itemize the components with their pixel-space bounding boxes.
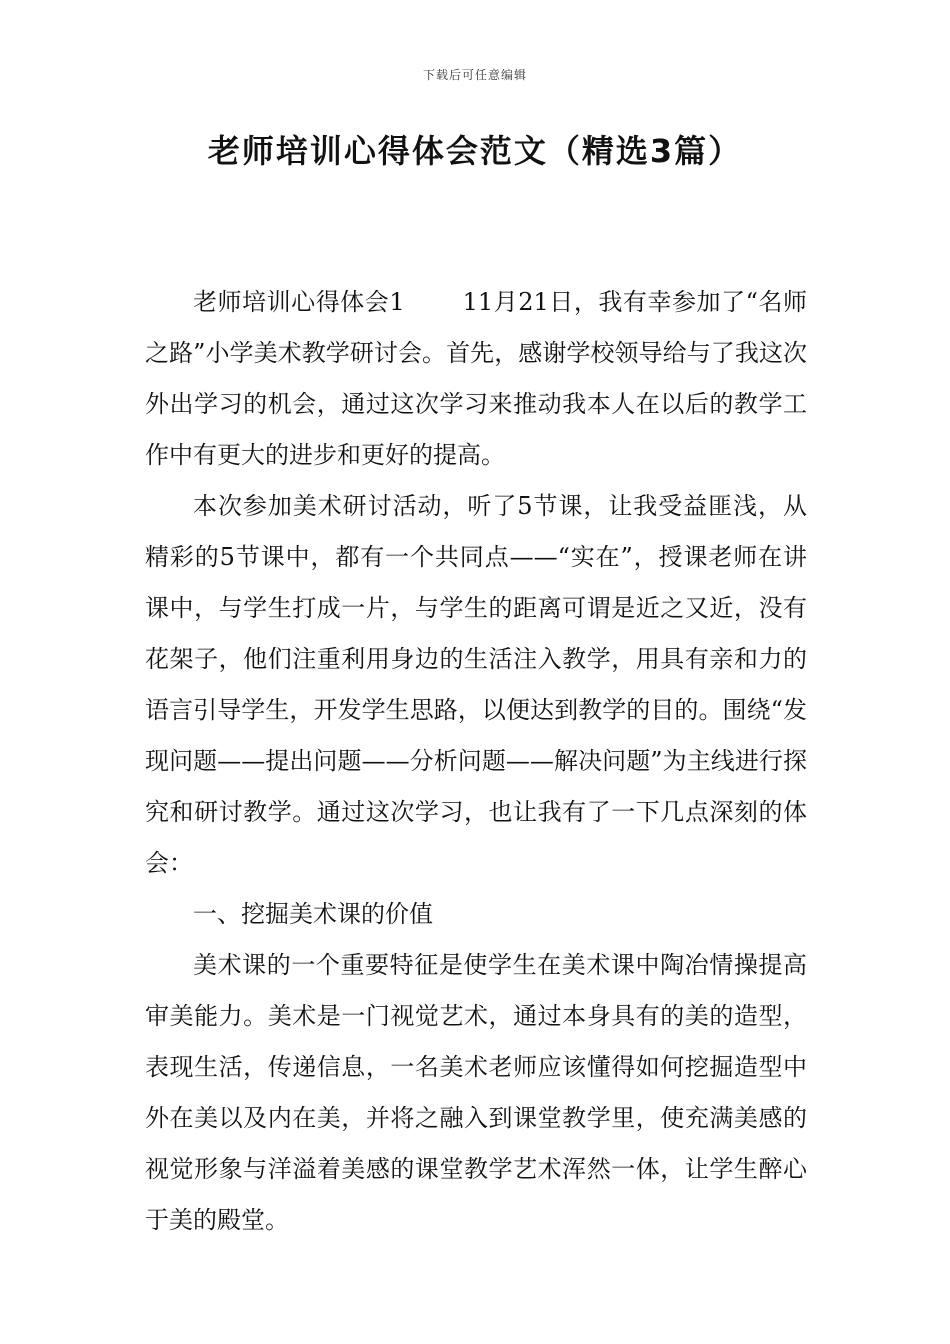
paragraph-1-text: 11月21日，我有幸参加了“名师之路”小学美术教学研讨会。首先，感谢学校领导给与了我这次外出学习的机会，通过这次学习来推动我本人在以后的教学工作中有更大的进步和更好的提高。	[145, 288, 807, 469]
document-body	[145, 277, 807, 1246]
paragraph-2: 本次参加美术研讨活动，听了5节课，让我受益匪浅，从精彩的5节课中，都有一个共同点——“实在”，授课老师在讲课中，与学生打成一片，与学生的距离可谓是近之又近，没有花架子，他们注重利用身边的生活注入教学，用具有亲和力的语言引导学生，开发学生思路，以便达到教学的目的。围绕“发现问题——提出问题——分析问题——解决问题”为主线进行探究和研讨教学。通过这次学习，也让我有了一下几点深刻的体会：	[145, 492, 807, 877]
paragraph-1	[145, 277, 807, 481]
section-heading: 一、挖掘美术课的价值	[193, 900, 433, 928]
paragraph-3: 美术课的一个重要特征是使学生在美术课中陶冶情操提高审美能力。美术是一门视觉艺术，通过本身具有的美的造型，表现生活，传递信息，一名美术老师应该懂得如何挖掘造型中外在美以及内在美，并将之融入到课堂教学里，使充满美感的视觉形象与洋溢着美感的课堂教学艺术浑然一体，让学生醉心于美的殿堂。	[145, 951, 807, 1234]
intro-label: 老师培训心得体会1	[193, 288, 405, 316]
document-title: 老师培训心得体会范文（精选3篇）	[207, 132, 743, 170]
header-note: 下载后可任意编辑	[422, 68, 527, 82]
